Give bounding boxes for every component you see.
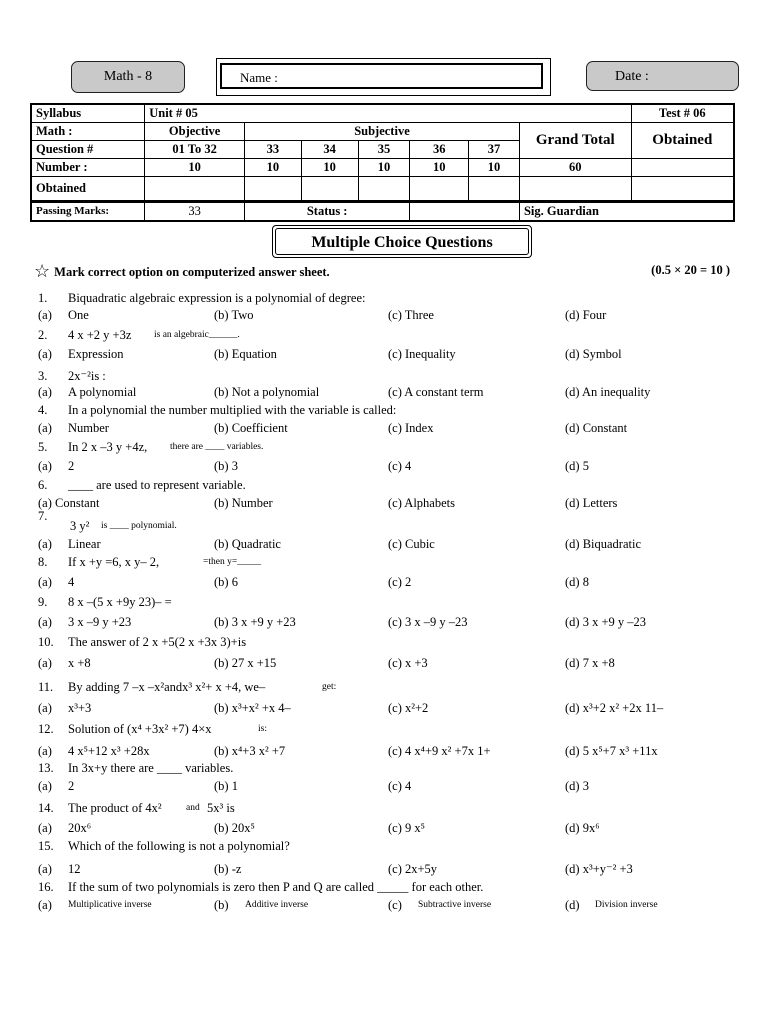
question-line xyxy=(0,758,770,778)
question-text: (c) 4 x⁴+9 x² +7x 1+ xyxy=(388,744,491,758)
question-line xyxy=(0,653,770,673)
question-text: (b) xyxy=(214,898,229,912)
obtained-cell[interactable] xyxy=(244,177,301,202)
obtained-cell[interactable] xyxy=(145,177,245,202)
question-text: (a) xyxy=(38,385,52,399)
question-text: (d) x³+2 x² +2x 11– xyxy=(565,701,664,715)
question-text: Which of the following is not a polynomial? xyxy=(68,839,290,853)
question-text: (d) 5 xyxy=(565,459,589,473)
question-text: (a) xyxy=(38,744,52,758)
question-text: (c) x²+2 xyxy=(388,701,429,715)
question-text: Linear xyxy=(68,537,101,551)
question-text: 5x³ is xyxy=(207,801,235,815)
question-text: Solution of (x⁴ +3x² +7) 4×x xyxy=(68,722,212,736)
question-text: 16. xyxy=(38,880,54,894)
question-text: If x +y =6, x y– 2, xyxy=(68,555,160,569)
question-line xyxy=(0,632,770,652)
question-text: 12 xyxy=(68,862,81,876)
question-text: (c) Three xyxy=(388,308,434,322)
question-text: (b) 20x⁵ xyxy=(214,821,255,835)
question-line xyxy=(0,572,770,592)
question-text: (d) Symbol xyxy=(565,347,622,361)
question-text: Expression xyxy=(68,347,124,361)
math-label: Math : xyxy=(31,123,145,141)
question-number: 35 xyxy=(358,141,410,159)
total-marks: 60 xyxy=(519,159,631,177)
question-text: x +8 xyxy=(68,656,91,670)
question-text: (c) 4 xyxy=(388,459,412,473)
mcq-title: Multiple Choice Questions xyxy=(275,228,529,255)
passing-marks-value: 33 xyxy=(145,202,245,222)
question-text: 2x⁻²is : xyxy=(68,369,106,383)
obtained-header: Obtained xyxy=(631,123,734,159)
question-text: One xyxy=(68,308,89,322)
grand-total-label: Grand Total xyxy=(519,123,631,159)
question-line xyxy=(0,698,770,718)
question-text: 5. xyxy=(38,440,48,454)
question-text: get: xyxy=(322,682,337,692)
question-text: (a) xyxy=(38,347,52,361)
question-text: (b) x³+x² +x 4– xyxy=(214,701,291,715)
question-line xyxy=(0,534,770,554)
question-text: (d) Biquadratic xyxy=(565,537,642,551)
question-text: (c) 2 xyxy=(388,575,412,589)
question-text: 4 x⁵+12 x³ +28x xyxy=(68,744,150,758)
question-text: Subtractive inverse xyxy=(418,900,492,910)
status-label: Status : xyxy=(244,202,409,222)
passing-marks-label: Passing Marks: xyxy=(31,202,145,222)
question-text: (b) x⁴+3 x² +7 xyxy=(214,744,286,758)
question-text: (c) Index xyxy=(388,421,434,435)
question-text: (a) xyxy=(38,459,52,473)
instruction-line xyxy=(34,260,734,280)
question-line xyxy=(0,859,770,879)
question-text: (d) Four xyxy=(565,308,607,322)
question-number: 33 xyxy=(244,141,301,159)
question-line xyxy=(0,895,770,915)
question-text: 7. xyxy=(38,509,48,523)
question-text: (d) Letters xyxy=(565,496,618,510)
question-line xyxy=(0,516,770,536)
question-text: 4 x +2 y +3z xyxy=(68,328,132,342)
question-text: (d) 3 xyxy=(565,779,589,793)
question-line xyxy=(0,818,770,838)
question-text: (c) xyxy=(388,898,402,912)
question-label: Question # xyxy=(31,141,145,159)
question-text: 15. xyxy=(38,839,54,853)
question-text: (b) 3 x +9 y +23 xyxy=(214,615,296,629)
question-line xyxy=(0,475,770,495)
name-field-frame xyxy=(216,58,551,96)
question-text: (b) Quadratic xyxy=(214,537,281,551)
question-marks: 10 xyxy=(301,159,358,177)
question-line xyxy=(0,418,770,438)
subject-label: Math - 8 xyxy=(71,61,185,93)
question-number: 37 xyxy=(469,141,520,159)
question-line xyxy=(0,798,770,818)
mcq-title-frame xyxy=(272,225,532,258)
question-text: (b) Coefficient xyxy=(214,421,288,435)
question-text: (d) Constant xyxy=(565,421,628,435)
unit-label: Unit # 05 xyxy=(145,104,631,123)
question-number: 34 xyxy=(301,141,358,159)
question-text: If the sum of two polynomials is zero then P and Q are called _____ for each other. xyxy=(68,880,484,894)
question-number: 36 xyxy=(410,141,469,159)
obtained-cell[interactable] xyxy=(410,177,469,202)
question-text: (b) Number xyxy=(214,496,273,510)
question-text: 1. xyxy=(38,291,48,305)
question-text: (c) 2x+5y xyxy=(388,862,438,876)
question-line xyxy=(0,400,770,420)
question-text: (a) xyxy=(38,862,52,876)
question-text: 4. xyxy=(38,403,48,417)
question-text: In a polynomial the number multiplied with the variable is called: xyxy=(68,403,397,417)
question-text: 11. xyxy=(38,680,54,694)
objective-marks: 10 xyxy=(145,159,245,177)
question-text: 12. xyxy=(38,722,54,736)
question-text: (a) xyxy=(38,779,52,793)
question-text: (b) Two xyxy=(214,308,254,322)
marks-table xyxy=(30,103,735,222)
question-text: (c) x +3 xyxy=(388,656,428,670)
question-line xyxy=(0,719,770,739)
question-text: 13. xyxy=(38,761,54,775)
question-text: is ____ polynomial. xyxy=(101,521,177,531)
question-text: x³+3 xyxy=(68,701,92,715)
question-text: A polynomial xyxy=(68,385,137,399)
question-line xyxy=(0,592,770,612)
question-line xyxy=(0,456,770,476)
question-text: Division inverse xyxy=(595,900,658,910)
question-text: (c) Alphabets xyxy=(388,496,455,510)
question-text: The answer of 2 x +5(2 x +3x 3)+is xyxy=(68,635,247,649)
obtained-cell[interactable] xyxy=(358,177,410,202)
question-text: (d) 8 xyxy=(565,575,589,589)
question-text: 6. xyxy=(38,478,48,492)
question-text: Biquadratic algebraic expression is a polynomial of degree: xyxy=(68,291,366,305)
question-marks: 10 xyxy=(244,159,301,177)
question-text: In 2 x –3 y +4z, xyxy=(68,440,148,454)
question-text: By adding 7 –x –x²andx³ x²+ x +4, we– xyxy=(68,680,266,694)
question-text: (a) xyxy=(38,821,52,835)
question-marks: 10 xyxy=(410,159,469,177)
mcq-marks: (0.5 × 20 = 10 ) xyxy=(651,263,730,277)
question-line xyxy=(0,552,770,572)
name-field[interactable]: Name : xyxy=(220,63,543,89)
question-text: is: xyxy=(258,724,267,734)
question-text: (d) xyxy=(565,898,580,912)
question-marks: 10 xyxy=(358,159,410,177)
question-line xyxy=(0,836,770,856)
question-text: 10. xyxy=(38,635,54,649)
question-line xyxy=(0,305,770,325)
status-value[interactable] xyxy=(410,202,520,222)
question-text: (a) xyxy=(38,421,52,435)
star-icon: ☆ xyxy=(34,261,51,281)
question-line xyxy=(0,776,770,796)
question-text: (d) 3 x +9 y –23 xyxy=(565,615,646,629)
date-field[interactable]: Date : xyxy=(586,61,739,91)
question-text: Additive inverse xyxy=(245,900,309,910)
guardian-signature-label: Sig. Guardian xyxy=(519,202,734,222)
subjective-label: Subjective xyxy=(244,123,519,141)
question-text: Multiplicative inverse xyxy=(68,900,152,910)
obtained-cell[interactable] xyxy=(301,177,358,202)
question-text: (b) Equation xyxy=(214,347,277,361)
question-text: is an algebraic______. xyxy=(154,330,240,340)
question-text: 3 x –9 y +23 xyxy=(68,615,132,629)
question-text: (a) xyxy=(38,656,52,670)
question-text: there are ____ variables. xyxy=(170,442,264,452)
question-line xyxy=(0,677,770,697)
question-text: 8. xyxy=(38,555,48,569)
question-text: (b) 6 xyxy=(214,575,238,589)
instruction-text: Mark correct option on computerized answer sheet. xyxy=(54,265,330,279)
obtained-cell[interactable] xyxy=(631,177,734,202)
question-text: (c) Inequality xyxy=(388,347,456,361)
question-text: (d) 9x⁶ xyxy=(565,821,600,835)
question-line xyxy=(0,382,770,402)
question-text: (c) 3 x –9 y –23 xyxy=(388,615,468,629)
question-line xyxy=(0,612,770,632)
question-text: ____ are used to represent variable. xyxy=(68,478,246,492)
question-text: 14. xyxy=(38,801,54,815)
question-line xyxy=(0,877,770,897)
question-text: (a) Constant xyxy=(38,496,100,510)
question-text: 9. xyxy=(38,595,48,609)
obtained-total-cell[interactable] xyxy=(631,159,734,177)
question-text: (d) 7 x +8 xyxy=(565,656,615,670)
question-text: 20x⁶ xyxy=(68,821,92,835)
question-text: (a) xyxy=(38,308,52,322)
question-line xyxy=(0,437,770,457)
objective-range: 01 To 32 xyxy=(145,141,245,159)
question-text: (a) xyxy=(38,701,52,715)
question-text: 3 y² xyxy=(70,519,90,533)
objective-label: Objective xyxy=(145,123,245,141)
question-text: In 3x+y there are ____ variables. xyxy=(68,761,234,775)
question-text: and xyxy=(186,803,200,813)
question-text: 3. xyxy=(38,369,48,383)
question-text: (a) xyxy=(38,615,52,629)
question-text: (b) 27 x +15 xyxy=(214,656,277,670)
number-label: Number : xyxy=(31,159,145,177)
question-text: (d) 5 x⁵+7 x³ +11x xyxy=(565,744,658,758)
question-text: 2 xyxy=(68,779,75,793)
question-text: (c) Cubic xyxy=(388,537,435,551)
obtained-cell[interactable] xyxy=(469,177,520,202)
question-text: (c) A constant term xyxy=(388,385,484,399)
question-text: (d) x³+y⁻² +3 xyxy=(565,862,633,876)
question-text: (c) 4 xyxy=(388,779,412,793)
question-text: (a) xyxy=(38,898,52,912)
question-text: (a) xyxy=(38,575,52,589)
question-text: 4 xyxy=(68,575,75,589)
question-text: (b) 1 xyxy=(214,779,238,793)
question-text: (c) 9 x⁵ xyxy=(388,821,425,835)
question-text: Number xyxy=(68,421,109,435)
question-text: (d) An inequality xyxy=(565,385,651,399)
question-marks: 10 xyxy=(469,159,520,177)
question-text: (b) Not a polynomial xyxy=(214,385,320,399)
question-text: (b) 3 xyxy=(214,459,238,473)
obtained-label: Obtained xyxy=(31,177,145,202)
syllabus-label: Syllabus xyxy=(31,104,145,123)
question-text: (a) xyxy=(38,537,52,551)
question-text: 2 xyxy=(68,459,75,473)
question-line xyxy=(0,344,770,364)
test-label: Test # 06 xyxy=(631,104,734,123)
question-text: =then y=_____ xyxy=(203,557,261,567)
obtained-cell[interactable] xyxy=(519,177,631,202)
question-text: 2. xyxy=(38,328,48,342)
question-line xyxy=(0,325,770,345)
question-text: The product of 4x² xyxy=(68,801,162,815)
question-text: 8 x –(5 x +9y 23)– = xyxy=(68,595,172,609)
question-text: (b) -z xyxy=(214,862,242,876)
